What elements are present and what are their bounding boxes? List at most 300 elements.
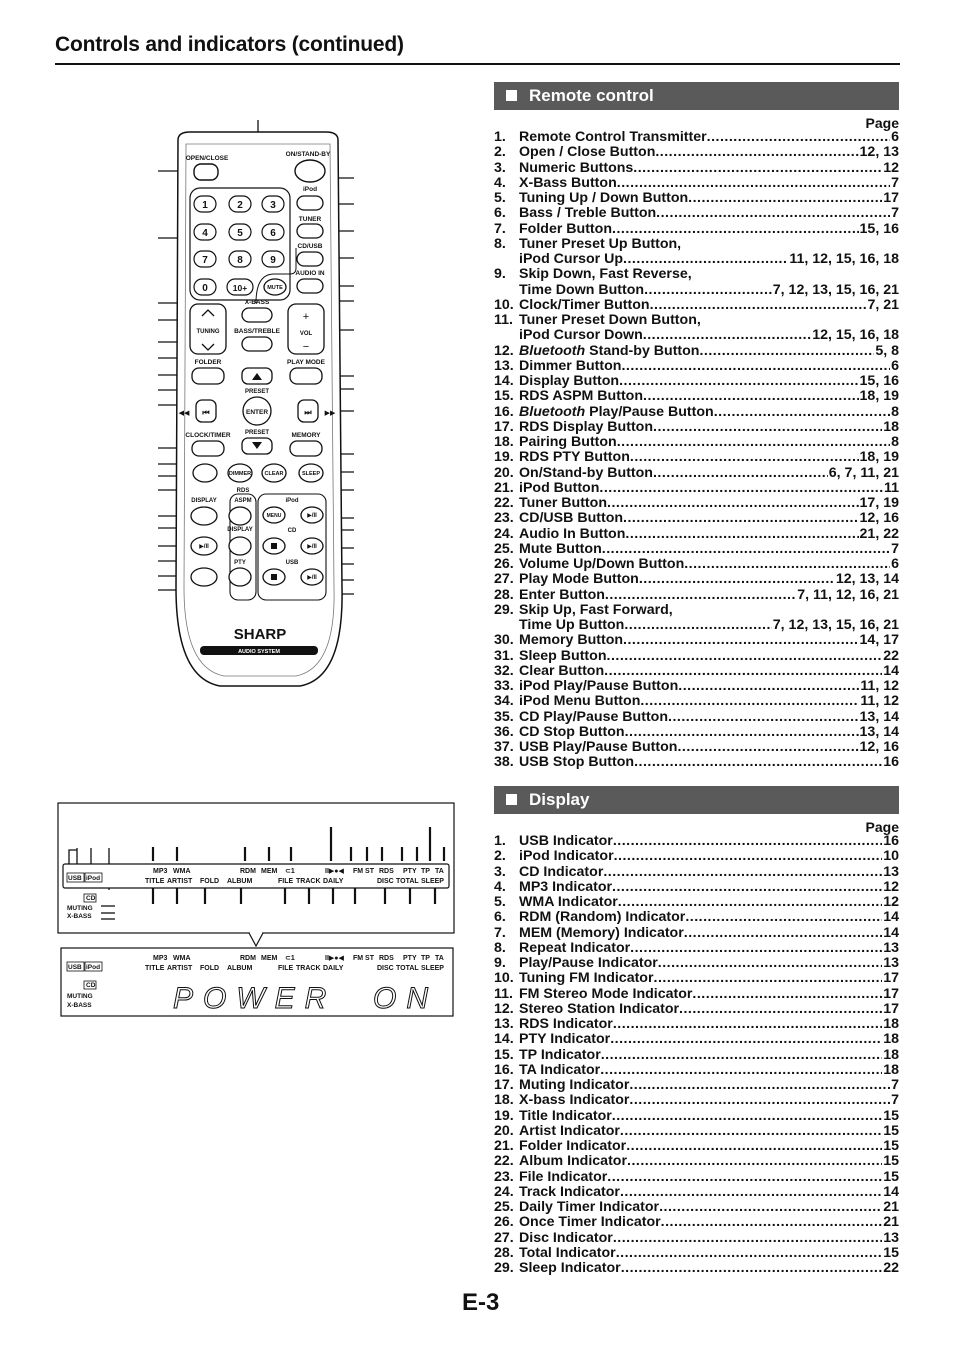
svg-text:4: 4 — [202, 228, 208, 239]
list-item — [494, 344, 899, 359]
item-number: 31. — [494, 648, 514, 664]
item-number: 29. — [494, 602, 514, 618]
leader-dots — [655, 145, 858, 160]
item-number: 17. — [494, 1078, 514, 1093]
item-label: USB Indicator — [519, 834, 613, 849]
item-page-ref: 6 — [891, 557, 899, 572]
item-number: 26. — [494, 557, 514, 572]
leader-dots — [653, 466, 828, 481]
item-label: Display Button — [519, 374, 620, 389]
tuner-button[interactable] — [297, 224, 323, 238]
svg-text:ENTER: ENTER — [245, 409, 269, 416]
leader-dots — [630, 941, 882, 956]
list-item — [494, 1200, 899, 1215]
item-number: 15. — [494, 1047, 514, 1063]
item-page-ref: 15 — [883, 1245, 899, 1261]
item-label: TP Indicator — [519, 1047, 601, 1063]
item-number: 9. — [494, 267, 506, 283]
svg-text:+: + — [302, 311, 310, 323]
svg-text:FM ST: FM ST — [353, 868, 374, 875]
leader-dots — [661, 1215, 883, 1230]
list-item — [494, 557, 899, 572]
svg-text:▶/II: ▶/II — [307, 575, 317, 581]
leader-dots — [656, 206, 890, 221]
item-number: 8. — [494, 940, 506, 956]
leader-dots — [623, 252, 788, 267]
svg-text:WMA: WMA — [173, 868, 191, 875]
item-page-ref: 18 — [883, 419, 899, 435]
item-page-ref: 5, 8 — [875, 343, 899, 359]
item-label: RDS ASPM Button — [519, 389, 643, 405]
list-item — [494, 1124, 899, 1139]
leader-dots — [604, 664, 882, 679]
list-item — [494, 740, 899, 755]
svg-text:TRACK: TRACK — [296, 878, 321, 885]
pty-button[interactable] — [229, 568, 251, 586]
item-number: 12. — [494, 343, 514, 359]
leader-dots — [617, 176, 890, 191]
item-label: iPod Cursor Down — [519, 328, 643, 344]
leader-dots — [630, 450, 859, 465]
item-page-ref: 15 — [883, 1123, 899, 1139]
svg-text:RDS: RDS — [379, 868, 394, 875]
list-item — [494, 1078, 899, 1093]
svg-text:MENU: MENU — [266, 513, 282, 519]
item-page-ref: 7 — [891, 1078, 899, 1093]
item-label: Play Mode Button — [519, 572, 639, 588]
leader-dots — [620, 1124, 882, 1139]
item-label: Skip Up, Fast Forward, — [519, 602, 673, 618]
preset-up-label: PRESET — [244, 389, 270, 395]
pairing-button[interactable] — [191, 568, 217, 586]
leader-dots — [625, 527, 858, 542]
list-item — [494, 725, 899, 740]
list-item — [494, 450, 899, 465]
item-number: 16. — [494, 1062, 514, 1078]
leader-dots — [623, 633, 859, 648]
rds-display-button[interactable] — [229, 537, 251, 555]
item-number: 3. — [494, 864, 506, 880]
leader-dots — [684, 926, 882, 941]
item-number: 4. — [494, 879, 506, 895]
audio-in-label: AUDIO IN — [295, 270, 325, 277]
item-number: 37. — [494, 740, 514, 755]
leader-dots — [600, 1063, 882, 1078]
svg-text:TITLE: TITLE — [145, 965, 165, 972]
item-label: Time Up Button — [519, 618, 625, 633]
svg-text:8: 8 — [237, 255, 243, 266]
remote-control-section-header: Remote control — [494, 82, 899, 110]
ipod-section-label: iPod — [285, 498, 299, 504]
leader-dots — [605, 588, 796, 603]
svg-text:3: 3 — [270, 200, 276, 211]
svg-text:WMA: WMA — [173, 955, 191, 962]
list-item — [494, 1063, 899, 1078]
item-page-ref: 13 — [883, 864, 899, 880]
svg-text:1: 1 — [202, 200, 208, 211]
item-page-ref: 7 — [891, 175, 899, 191]
svg-text:0: 0 — [202, 283, 208, 294]
list-item — [494, 222, 899, 237]
item-label-rest: Play/Pause Button — [585, 404, 714, 420]
leader-dots — [688, 191, 882, 206]
aspm-button[interactable] — [229, 507, 251, 525]
rds-display-label: DISPLAY — [227, 527, 253, 533]
leader-dots — [624, 618, 771, 633]
leader-dots — [668, 710, 859, 725]
leader-dots — [613, 1017, 882, 1032]
cd-section-label: CD — [287, 528, 297, 534]
item-label: RDS Display Button — [519, 419, 653, 435]
on-standby-button[interactable] — [295, 160, 325, 182]
title-rule — [55, 63, 900, 65]
item-page-ref: 18 — [883, 1062, 899, 1078]
item-number: 23. — [494, 511, 514, 527]
display-label: DISPLAY — [191, 498, 217, 504]
svg-text:DISC: DISC — [377, 965, 394, 972]
leader-dots — [639, 572, 835, 587]
item-number: 22. — [494, 1154, 514, 1170]
svg-text:MP3: MP3 — [153, 955, 168, 962]
list-item — [494, 237, 899, 252]
folder-button[interactable] — [192, 368, 224, 384]
item-number: 22. — [494, 496, 514, 511]
list-item — [494, 1231, 899, 1246]
item-page-ref: 8 — [891, 435, 899, 450]
svg-text:TOTAL: TOTAL — [396, 878, 419, 885]
leader-dots — [607, 1170, 882, 1185]
xbass-button[interactable] — [242, 308, 272, 322]
bluetooth-standby-button[interactable] — [193, 464, 217, 482]
item-page-ref: 17 — [883, 986, 899, 1002]
item-label — [519, 405, 714, 420]
leader-dots — [617, 435, 890, 450]
item-number: 20. — [494, 1123, 514, 1139]
tuner-label: TUNER — [298, 216, 322, 223]
leader-dots — [625, 725, 859, 740]
leader-dots — [621, 1261, 883, 1276]
item-label: iPod Menu Button — [519, 694, 641, 710]
item-page-ref: 13, 14 — [859, 724, 899, 740]
leader-dots — [627, 1154, 882, 1169]
item-page-ref: 15 — [883, 1139, 899, 1154]
list-item — [494, 910, 899, 925]
svg-text:MUTING: MUTING — [67, 905, 93, 912]
list-item — [494, 603, 899, 618]
list-item — [494, 694, 899, 709]
list-item — [494, 987, 899, 1002]
item-page-ref: 11, 12, 15, 16, 18 — [789, 252, 899, 267]
item-number: 27. — [494, 1230, 514, 1246]
item-label: WMA Indicator — [519, 895, 618, 910]
leader-dots — [616, 1246, 883, 1261]
svg-text:USB: USB — [68, 875, 82, 882]
item-number: 30. — [494, 633, 514, 649]
item-label-italic: Bluetooth — [519, 404, 586, 420]
item-label: RDS Indicator — [519, 1017, 613, 1032]
list-item — [494, 298, 899, 313]
item-page-ref: 7, 21 — [867, 297, 899, 313]
list-item — [494, 130, 899, 145]
item-label — [519, 344, 699, 359]
svg-text:FOLD: FOLD — [200, 878, 220, 885]
preset-down-label: PRESET — [244, 430, 270, 436]
svg-text:CD: CD — [86, 895, 96, 902]
item-label: File Indicator — [519, 1169, 608, 1185]
item-page-ref: 8 — [891, 404, 899, 420]
item-number: 33. — [494, 679, 514, 694]
item-label: X-bass Indicator — [519, 1093, 630, 1109]
svg-text:RDM: RDM — [240, 955, 256, 962]
display-indicator-list — [494, 834, 899, 1276]
item-label: Sleep Indicator — [519, 1261, 621, 1276]
item-label: Pairing Button — [519, 435, 617, 450]
list-item — [494, 405, 899, 420]
leader-dots — [623, 511, 859, 526]
svg-text:⊂1: ⊂1 — [285, 868, 295, 875]
leader-dots — [644, 283, 772, 298]
item-page-ref: 18 — [883, 1017, 899, 1032]
item-label-italic: Bluetooth — [519, 343, 586, 359]
list-item — [494, 618, 899, 633]
list-item — [494, 1002, 899, 1017]
item-number: 9. — [494, 956, 506, 971]
clock-timer-label: CLOCK/TIMER — [185, 432, 231, 439]
xbass-label: X-BASS — [244, 299, 270, 306]
list-item — [494, 496, 899, 511]
play-mode-button[interactable] — [290, 368, 322, 384]
display-button[interactable] — [191, 507, 217, 525]
item-number: 1. — [494, 834, 506, 849]
item-page-ref: 7, 11, 12, 16, 21 — [797, 587, 899, 603]
svg-text:TA: TA — [435, 955, 444, 962]
svg-text:MEM: MEM — [261, 868, 278, 875]
svg-text:MUTING: MUTING — [67, 993, 93, 1000]
svg-text:DISC: DISC — [377, 878, 394, 885]
list-item — [494, 880, 899, 895]
item-label: Artist Indicator — [519, 1123, 620, 1139]
list-item — [494, 328, 899, 343]
list-item — [494, 834, 899, 849]
leader-dots — [607, 649, 883, 664]
leader-dots — [612, 880, 882, 895]
list-item — [494, 633, 899, 648]
display-illustration — [55, 800, 457, 1022]
item-page-ref: 12, 16 — [859, 511, 899, 527]
item-number: 34. — [494, 694, 514, 710]
leader-dots — [679, 1002, 882, 1017]
svg-text:iPod: iPod — [86, 964, 101, 971]
svg-text:▶/II: ▶/II — [307, 513, 317, 519]
item-label: Stereo Station Indicator — [519, 1001, 680, 1017]
item-page-ref: 6 — [891, 358, 899, 374]
list-item — [494, 1139, 899, 1154]
item-label: CD/USB Button — [519, 511, 624, 527]
item-label: Daily Timer Indicator — [519, 1200, 660, 1215]
list-item — [494, 710, 899, 725]
leader-dots — [603, 865, 882, 880]
leader-dots — [714, 405, 890, 420]
list-item — [494, 161, 899, 176]
list-item — [494, 1093, 899, 1108]
leader-dots — [640, 694, 859, 709]
item-number: 32. — [494, 663, 514, 679]
open-close-label: OPEN/CLOSE — [185, 155, 229, 162]
item-label: Total Indicator — [519, 1245, 616, 1261]
leader-dots — [685, 910, 882, 925]
item-page-ref: 15, 16 — [859, 374, 899, 389]
svg-text:TOTAL: TOTAL — [396, 965, 419, 972]
item-page-ref: 12, 15, 16, 18 — [812, 328, 899, 344]
item-page-ref: 17 — [883, 1001, 899, 1017]
ipod-label: iPod — [302, 186, 318, 193]
list-item — [494, 542, 899, 557]
leader-dots — [659, 1200, 882, 1215]
tuning-label: TUNING — [196, 329, 220, 335]
item-page-ref: 15 — [883, 1154, 899, 1170]
cd-usb-button[interactable] — [297, 252, 323, 266]
leader-dots — [618, 895, 882, 910]
list-item — [494, 481, 899, 496]
list-item — [494, 1261, 899, 1276]
item-label: Folder Indicator — [519, 1139, 627, 1154]
leader-dots — [621, 359, 890, 374]
list-item — [494, 389, 899, 404]
display-panel-main — [61, 948, 453, 1016]
list-item — [494, 206, 899, 221]
item-page-ref: 11 — [884, 480, 899, 496]
leader-dots — [613, 834, 882, 849]
item-number: 13. — [494, 1017, 514, 1032]
display-page-column-label: Page — [865, 819, 899, 835]
svg-text:CLEAR: CLEAR — [264, 471, 284, 477]
aspm-label: ASPM — [234, 498, 252, 504]
audio-in-button[interactable] — [297, 279, 323, 293]
item-page-ref: 7 — [891, 541, 899, 557]
item-page-ref: 17, 19 — [859, 496, 899, 511]
play-mode-label: PLAY MODE — [287, 359, 325, 366]
list-item — [494, 1154, 899, 1169]
ipod-button[interactable] — [297, 196, 323, 210]
item-label: iPod Button — [519, 480, 600, 496]
list-item — [494, 313, 899, 328]
item-page-ref: 21 — [883, 1215, 899, 1231]
item-label: Dimmer Button — [519, 358, 622, 374]
remote-control-list — [494, 130, 899, 771]
cd-usb-label: CD/USB — [297, 243, 323, 250]
svg-text:USB: USB — [68, 964, 82, 971]
svg-text:ALBUM: ALBUM — [227, 965, 253, 972]
leader-dots — [650, 298, 867, 313]
leader-dots — [601, 1048, 882, 1063]
svg-text:ARTIST: ARTIST — [167, 965, 193, 972]
item-page-ref: 15 — [883, 1108, 899, 1124]
item-number: 6. — [494, 910, 506, 926]
svg-text:DIMMER: DIMMER — [228, 471, 252, 477]
svg-text:⏭: ⏭ — [304, 408, 312, 417]
item-page-ref: 15, 16 — [859, 221, 899, 237]
item-number: 18. — [494, 1093, 514, 1109]
memory-button[interactable] — [290, 441, 322, 456]
item-page-ref: 16 — [883, 834, 899, 849]
item-number: 3. — [494, 160, 506, 176]
leader-dots — [629, 1078, 890, 1093]
usb-section-label: USB — [285, 560, 299, 566]
clock-timer-button[interactable] — [192, 441, 224, 456]
item-number: 28. — [494, 587, 514, 603]
square-bullet-icon — [506, 90, 517, 101]
svg-text:II▶●◀: II▶●◀ — [325, 955, 344, 962]
list-item — [494, 941, 899, 956]
svg-text:−: − — [302, 341, 310, 353]
item-label: Title Indicator — [519, 1108, 612, 1124]
leader-dots — [658, 956, 882, 971]
item-label: Enter Button — [519, 587, 605, 603]
item-number: 21. — [494, 1139, 514, 1154]
bass-treble-button[interactable] — [242, 337, 272, 351]
item-label: PTY Indicator — [519, 1032, 611, 1048]
list-item — [494, 1246, 899, 1261]
item-number: 11. — [494, 313, 513, 328]
open-close-button[interactable] — [194, 164, 218, 180]
bass-treble-label: BASS/TREBLE — [234, 328, 280, 335]
leader-dots — [654, 971, 883, 986]
item-label: TA Indicator — [519, 1062, 601, 1078]
svg-text:RDM: RDM — [240, 868, 256, 875]
item-page-ref: 22 — [883, 1261, 899, 1276]
item-label: Play/Pause Indicator — [519, 956, 658, 971]
item-label: Once Timer Indicator — [519, 1215, 661, 1231]
item-page-ref: 7 — [891, 1093, 899, 1109]
item-number: 20. — [494, 465, 514, 481]
item-label: RDM (Random) Indicator — [519, 910, 686, 926]
svg-text:MUTE: MUTE — [267, 285, 283, 291]
remote-page-column-label: Page — [865, 115, 899, 131]
item-number: 21. — [494, 480, 514, 496]
list-item — [494, 572, 899, 587]
svg-text:◀◀: ◀◀ — [178, 410, 190, 417]
item-number: 23. — [494, 1169, 514, 1185]
item-number: 8. — [494, 236, 506, 252]
item-number: 2. — [494, 849, 506, 865]
item-page-ref: 11, 12 — [860, 679, 899, 694]
list-item — [494, 926, 899, 941]
svg-text:5: 5 — [237, 228, 243, 239]
item-label: RDS PTY Button — [519, 450, 630, 466]
svg-text:MEM: MEM — [261, 955, 278, 962]
leader-dots — [610, 1032, 882, 1047]
item-label: Tuning FM Indicator — [519, 971, 654, 987]
svg-text:X-BASS: X-BASS — [67, 913, 92, 920]
list-item — [494, 420, 899, 435]
item-number: 35. — [494, 709, 514, 725]
svg-text:PTY: PTY — [403, 868, 417, 875]
svg-text:RDS: RDS — [379, 955, 394, 962]
leader-dots — [633, 161, 882, 176]
item-page-ref: 12, 13 — [859, 145, 899, 161]
item-page-ref: 14 — [883, 663, 899, 679]
svg-text:6: 6 — [270, 228, 276, 239]
item-label: iPod Cursor Up — [519, 252, 624, 267]
list-item — [494, 849, 899, 864]
list-item — [494, 191, 899, 206]
list-item — [494, 588, 899, 603]
leader-dots — [684, 557, 890, 572]
svg-text:FILE: FILE — [278, 965, 294, 972]
display-message: POWER ON — [173, 982, 439, 1015]
svg-text:X-BASS: X-BASS — [67, 1002, 92, 1009]
list-item — [494, 971, 899, 986]
